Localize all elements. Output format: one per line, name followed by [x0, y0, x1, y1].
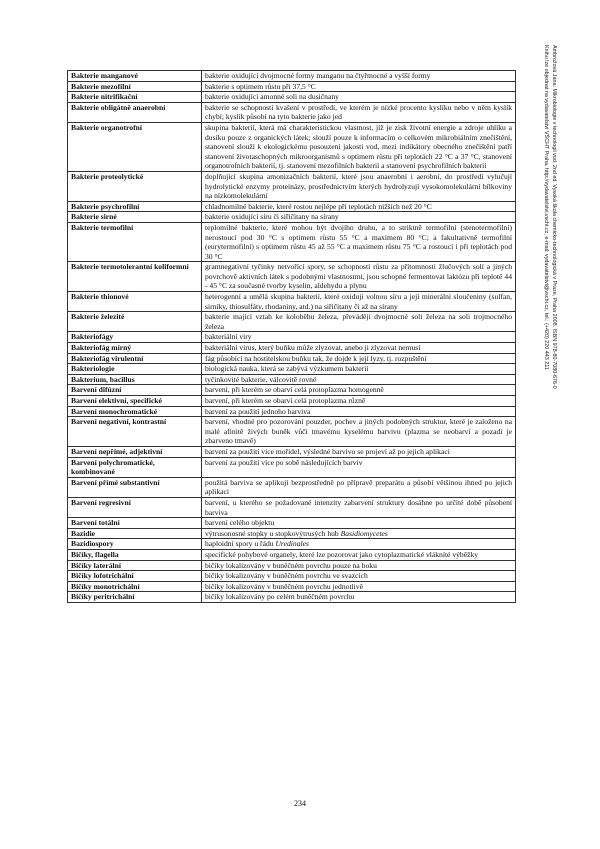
glossary-definition [202, 581, 516, 592]
definition-text: bakterie oxidující dvojmocné formy manganu na čtyřmocné a vyšší formy [205, 71, 431, 80]
table-row [68, 292, 516, 312]
definition-text: barvení za použití jednoho barviva [205, 406, 311, 416]
glossary-definition [202, 312, 516, 332]
glossary-definition [202, 539, 516, 550]
definition-text: bičíky lokalizovány po celém buněčném povrchu [205, 592, 355, 602]
definition-text: bakterie oxidující síru či siřičitany na sírany [205, 212, 339, 222]
definition-text: doplňující skupina amonizačních bakterií, které jsou anaerobní i aerobní, do prostředí vylučují hydrolytické enzymy proteinázy, prostřednictvím kterých hydrolyzují vysokomolekulární bílkoviny na nízkomolekulární [205, 171, 512, 201]
side-note-line-2: Knihu lze objednat na vydavatelství VŠCHT Praha, http://vydavatelstvi.vscht.cz, e-mail: vydavatelstvi@vscht.cz, tel.: (+420) 220 443 211 [543, 45, 549, 370]
glossary-definition [202, 417, 516, 447]
definition-text: barvení za použití více po sobě následujících barviv [205, 457, 363, 467]
glossary-definition [202, 549, 516, 560]
definition-text: barvení, při kterém se obarví celá protoplazma různě [205, 396, 366, 405]
glossary-definition [202, 406, 516, 417]
glossary-term: Bakterie nitrifikační [68, 92, 202, 103]
table-row [68, 592, 516, 603]
glossary-definition [202, 477, 516, 497]
definition-text: bakterie oxidující amonné soli na dusičnany [205, 92, 339, 102]
glossary-term: Bakterie obligátně anaerobní [68, 102, 202, 122]
glossary-term: Bičíky peritrichální [68, 592, 202, 603]
glossary-term: Barvení regresivní [68, 497, 202, 517]
definition-text: barvení, při kterém se obarví celá protoplazma homogenně [205, 385, 384, 395]
glossary-definition [202, 497, 516, 517]
table-row [68, 212, 516, 223]
table-row [68, 571, 516, 582]
glossary-term: Barvení monochromatické [68, 406, 202, 417]
glossary-term: Barvení elektivní, specifické [68, 396, 202, 407]
glossary-term: Bakteriofágy [68, 332, 202, 343]
table-row [68, 518, 516, 529]
glossary-definition [202, 212, 516, 223]
definition-text: bičíky lokalizovány v buněčném povrchu jednotlivě [205, 581, 363, 591]
glossary-definition [202, 122, 516, 171]
glossary-definition [202, 374, 516, 385]
glossary-term: Bakterium, bacillus [68, 374, 202, 385]
glossary-definition [202, 92, 516, 103]
glossary-term: Bakterie mezofilní [68, 81, 202, 92]
table-row [68, 343, 516, 354]
glossary-definition [202, 332, 516, 343]
definition-text: barvení, vhodné pro pozorování pouzder, pochev a jiných podobných struktur, které je založeno na malé afinitě živých buněk vůči tmavému kyselému barvivu (plazma se neobarví a pozadí je zbarveno tmavě) [205, 417, 512, 446]
table-row [68, 222, 516, 261]
definition-text: bičíky lokalizovány v buněčném povrchu ve svazcích [205, 571, 368, 581]
glossary-term: Barvení negativní, kontrastní [68, 417, 202, 447]
definition-text: bakteriální viry [205, 332, 252, 342]
definition-text: bakterie mající vztah ke koloběhu železa, převádějí dvojmocné soli železa na soli trojmocného železa [205, 312, 512, 331]
glossary-table [67, 70, 516, 603]
glossary-definition [202, 201, 516, 212]
definition-text: tyčinkovité bakterie, válcovitě rovné [205, 374, 317, 384]
table-row [68, 477, 516, 497]
glossary-term: Bakterie organotrofní [68, 122, 202, 171]
definition-text: barvení, u kterého se požadované intenzity zabarvení struktury dosáhne po určité době působení barviva [205, 497, 512, 517]
glossary-term: Bičíky lofotrichální [68, 571, 202, 582]
definition-text: gramnegativní tyčinky netvořící spory, se schopností růstu za přítomnosti žlučových solí a jiných povrchově aktivních látek s podobnými vlastnostmi, jsou schopné fermentovat laktózu při teplotě 44 - 45 °C za současné tvorby kyselin, aldehydu a plynu [205, 262, 512, 291]
glossary-definition [202, 446, 516, 457]
glossary-definition [202, 364, 516, 375]
page-number: 234 [294, 799, 306, 808]
definition-taxon: Basidiomycetes [340, 528, 388, 538]
side-note-line-1: Ambrožová Jana: Mikrobiologie v technologii vod. 2nd ed. Vysoká škola chemicko-technologická v Praze, Praha 2008. ISBN 978-80-7080-676-0 [551, 45, 557, 389]
glossary-term: Bazidiospory [68, 539, 202, 550]
glossary-definition [202, 292, 516, 312]
definition-text: haploidní spory u řádu [205, 539, 274, 549]
glossary-definition [202, 396, 516, 407]
definition-text: heterogenní a umělá skupina bakterií, které oxidují volnou síru a její minerální sloučeniny (sulfan, sirníky, thiosulfáty, rhodaniny, atd.) na siřičitany či až na sírany [205, 292, 512, 311]
table-row [68, 396, 516, 407]
glossary-definition [202, 385, 516, 396]
definition-text: biologická nauka, která se zabývá výzkumem bakterií [205, 364, 369, 374]
table-row [68, 497, 516, 517]
definition-text: skupina bakterií, která má charakteristickou vlastnost, jíž je zisk životní energie a zdroje uhlíku a dusíku pouze z organických látek; slouží pouze k informacím o celkovém mikrobiálním znečištění, stanovení slouží k ekologickému posouzení jakosti vod, mezi indikátory obecného znečištění patří stanovení životaschopných mikroorganismů s optimem růstu při teplotách 22 °C a 37 °C, stanovení organotrofních bakterií, tj. stanovení mezofilních bakterií a stanovení psychrofilních bakterií [205, 122, 512, 171]
table-row [68, 171, 516, 201]
glossary-term: Bičíky laterální [68, 560, 202, 571]
glossary-definition [202, 81, 516, 92]
definition-text: chladnomilné bakterie, které rostou nejlépe při teplotách nižších než 20 °C [205, 201, 432, 211]
glossary-term: Barvení polychromatické, kombinované [68, 457, 202, 477]
glossary-definition [202, 353, 516, 364]
glossary-definition [202, 571, 516, 582]
definition-text: specifické pohybové organely, které lze pozorovat jako cytoplazmatické vlákníté výběžky [205, 549, 479, 559]
side-note [518, 45, 558, 605]
glossary-body [68, 71, 516, 603]
table-row [68, 528, 516, 539]
table-row [68, 71, 516, 82]
table-row [68, 332, 516, 343]
table-row [68, 262, 516, 292]
glossary-definition [202, 102, 516, 122]
glossary-term: Barvení přímé substantivní [68, 477, 202, 497]
glossary-term: Bakterie termofilní [68, 222, 202, 261]
glossary-term: Barvení nepřímé, adjektivní [68, 446, 202, 457]
definition-text: bakterie s optimem růstu při 37,5 °C [205, 81, 316, 91]
glossary-definition [202, 560, 516, 571]
table-row [68, 560, 516, 571]
table-row [68, 539, 516, 550]
glossary-term: Bakteriofág mírný [68, 343, 202, 354]
glossary-term: Bičíky monotrichální [68, 581, 202, 592]
table-row [68, 201, 516, 212]
glossary-term: Bičíky, flagella [68, 549, 202, 560]
glossary-term: Bakteriologie [68, 364, 202, 375]
definition-text: bičíky lokalizovány v buněčném povrchu pouze na boku [205, 560, 377, 570]
table-row [68, 457, 516, 477]
table-row [68, 581, 516, 592]
definition-text: výtrusonosné stopky u stopkovýtrusých hub [205, 528, 339, 538]
definition-text: bakteriální virus, který buňku může zlyzovat, anebo ji zlyzovat nemusí [205, 343, 421, 353]
definition-taxon: Uredinales [275, 539, 309, 549]
glossary-term: Bakteriofág virulentní [68, 353, 202, 364]
glossary-term: Bakterie proteolytické [68, 171, 202, 201]
glossary-term: Bakterie železité [68, 312, 202, 332]
glossary-definition [202, 528, 516, 539]
glossary-term: Barvení difúzní [68, 385, 202, 396]
definition-text: bakterie se schopností kvašení v prostředí, ve kterém je nízké procento kyslíku nebo v něm kyslík chybí; kyslík působí na tyto bakterie jako jed [205, 102, 512, 122]
definition-text: použitá barviva se aplikují bezprostředně po přípravě preparátu a působí většinou ihned po jejich aplikaci [205, 477, 512, 497]
table-row [68, 406, 516, 417]
glossary-definition [202, 222, 516, 261]
table-row [68, 549, 516, 560]
table-row [68, 374, 516, 385]
glossary-term: Bakterie thionové [68, 292, 202, 312]
glossary-term: Bakterie sirné [68, 212, 202, 223]
definition-text: teplomilné bakterie, které mohou být dvojího druhu, a to striktně termofilní (stenotermofilní) nerostoucí pod 30 °C s optimem růstu 55 °C a maximem 80 °C; a fakultativně termofilní (eurytermofilní) s optimem růstu 45 až 55 °C a maximem růstu 75 °C a rostoucí i při teplotách pod 30 °C [205, 222, 512, 261]
table-row [68, 102, 516, 122]
glossary-definition [202, 518, 516, 529]
table-row [68, 385, 516, 396]
table-row [68, 92, 516, 103]
glossary-term: Bakterie manganové [68, 71, 202, 82]
definition-text: barvení za použití více mořidel, výsledné barvivo se projeví až po jejich aplikaci [205, 446, 450, 456]
glossary-definition [202, 171, 516, 201]
glossary-definition [202, 71, 516, 82]
glossary-term: Bakterie psychrofilní [68, 201, 202, 212]
glossary-term: Bakterie termotolerantní koliformní [68, 262, 202, 292]
glossary-definition [202, 262, 516, 292]
table-row [68, 446, 516, 457]
glossary-definition [202, 343, 516, 354]
definition-text: fág působící na hostitelskou buňku tak, že dojde k její lyzy, tj. rozpuštění [205, 353, 427, 363]
table-row [68, 364, 516, 375]
glossary-term: Barvení totální [68, 518, 202, 529]
table-row [68, 312, 516, 332]
table-row [68, 417, 516, 447]
glossary-definition [202, 592, 516, 603]
definition-text: barvení celého objektu [205, 518, 275, 528]
glossary-term: Bazidie [68, 528, 202, 539]
table-row [68, 81, 516, 92]
glossary-definition [202, 457, 516, 477]
table-row [68, 122, 516, 171]
table-row [68, 353, 516, 364]
